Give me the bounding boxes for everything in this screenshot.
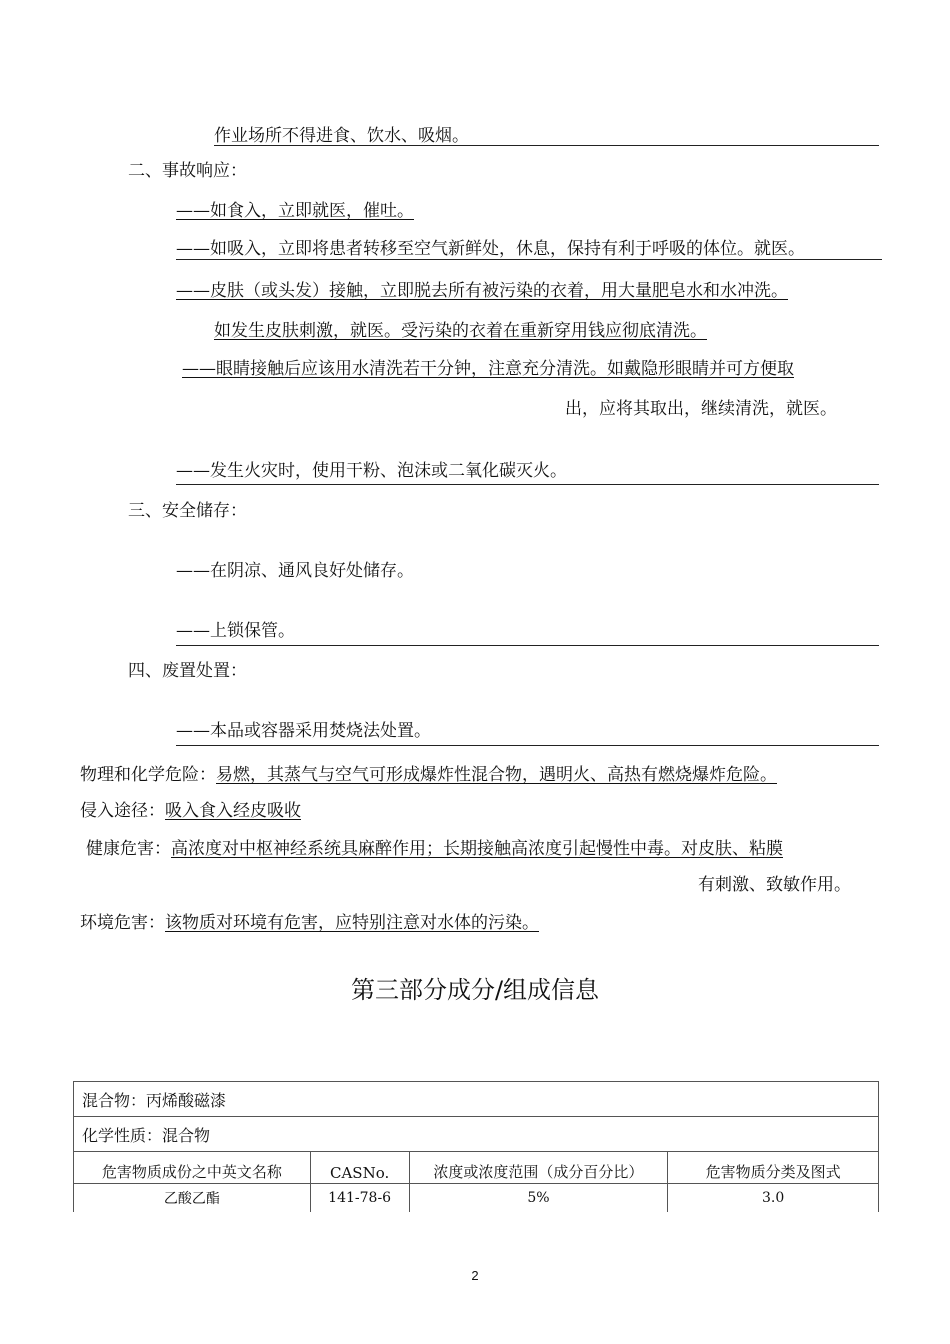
hazard-label: 物理和化学危险： bbox=[80, 765, 216, 785]
hazard-text: 易燃，其蒸气与空气可形成爆炸性混合物，遇明火、高热有燃烧爆炸危险。 bbox=[216, 765, 777, 785]
header-concentration: 浓度或浓度范围（成分百分比） bbox=[409, 1152, 668, 1184]
environmental-hazard bbox=[80, 912, 539, 934]
route-of-entry bbox=[80, 800, 301, 822]
heading-safe-storage: 三、安全储存： bbox=[128, 501, 247, 521]
line-fire: ——发生火灾时，使用干粉、泡沫或二氧化碳灭火。 bbox=[176, 461, 567, 481]
line-eye-contact: ——眼睛接触后应该用水清洗若干分钟，注意充分清洗。如戴隐形眼睛并可方便取 bbox=[182, 359, 794, 379]
line-storage-lock: ——上锁保管。 bbox=[176, 621, 295, 641]
hazard-label: 健康危害： bbox=[86, 839, 171, 859]
table-row bbox=[74, 1184, 879, 1213]
rule bbox=[176, 645, 879, 646]
chemical-nature-cell: 化学性质：混合物 bbox=[74, 1117, 879, 1152]
hazard-text: 该物质对环境有危害，应特别注意对水体的污染。 bbox=[165, 913, 539, 933]
heading-accident-response: 二、事故响应： bbox=[128, 161, 247, 181]
hazard-text: 吸入食入经皮吸收 bbox=[165, 801, 301, 821]
header-classification: 危害物质分类及图式 bbox=[668, 1152, 879, 1184]
health-hazard bbox=[86, 838, 783, 860]
cell-cas: 141-78-6 bbox=[310, 1184, 409, 1213]
section-title: 第三部分成分/组成信息 bbox=[350, 976, 600, 1004]
line-ingestion: ——如食入，立即就医，催吐。 bbox=[176, 201, 414, 221]
rule bbox=[176, 484, 879, 485]
cell-concentration: 5% bbox=[409, 1184, 668, 1213]
line-no-eating: 作业场所不得进食、饮水、吸烟。 bbox=[214, 126, 469, 146]
composition-table bbox=[73, 1081, 879, 1212]
health-hazard-cont: 有刺激、致敏作用。 bbox=[698, 875, 851, 895]
line-skin-irritation: 如发生皮肤刺激，就医。受污染的衣着在重新穿用钱应彻底清洗。 bbox=[214, 321, 707, 341]
line-disposal: ——本品或容器采用焚烧法处置。 bbox=[176, 721, 431, 741]
header-cas-no: CASNo. bbox=[310, 1152, 409, 1184]
hazard-label: 环境危害： bbox=[80, 913, 165, 933]
hazard-text: 高浓度对中枢神经系统具麻醉作用；长期接触高浓度引起慢性中毒。对皮肤、粘膜 bbox=[171, 839, 783, 859]
line-skin-contact: ——皮肤（或头发）接触，立即脱去所有被污染的衣着，用大量肥皂水和水冲洗。 bbox=[176, 281, 788, 301]
cell-name: 乙酸乙酯 bbox=[74, 1184, 311, 1213]
rule bbox=[214, 145, 879, 146]
hazard-label: 侵入途径： bbox=[80, 801, 165, 821]
rule bbox=[176, 745, 879, 746]
physical-chemical-hazard bbox=[80, 764, 777, 786]
line-inhalation: ——如吸入，立即将患者转移至空气新鲜处，休息，保持有利于呼吸的体位。就医。 bbox=[176, 239, 805, 259]
heading-disposal: 四、废置处置： bbox=[128, 661, 247, 681]
line-eye-contact-cont: 出，应将其取出，继续清洗，就医。 bbox=[565, 399, 837, 419]
line-storage-cool: ——在阴凉、通风良好处储存。 bbox=[176, 561, 414, 581]
rule bbox=[176, 259, 882, 260]
page-number: 2 bbox=[471, 1268, 479, 1283]
mixture-cell: 混合物：丙烯酸磁漆 bbox=[74, 1082, 879, 1117]
cell-classification: 3.0 bbox=[668, 1184, 879, 1213]
header-substance-name: 危害物质成份之中英文名称 bbox=[74, 1152, 311, 1184]
